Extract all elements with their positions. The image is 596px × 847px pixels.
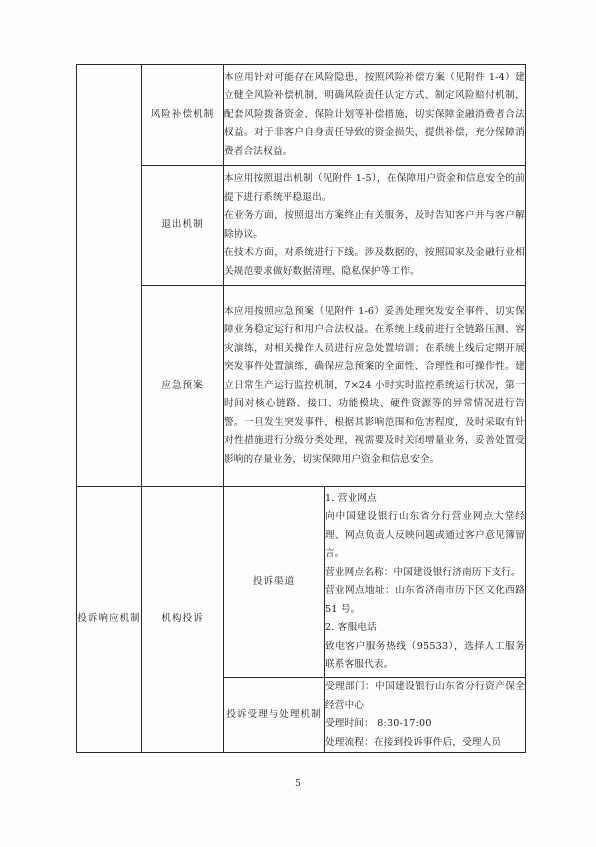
row-label-complaint-handling: 投诉受理与处理机制 <box>224 678 325 753</box>
paragraph: 1. 营业网点 <box>325 492 377 504</box>
complaint-handling-text <box>325 678 526 753</box>
table-row <box>77 286 526 487</box>
paragraph: 受理部门：中国建设银行山东省分行资产保全经营中心 <box>325 681 526 711</box>
row-label-risk-compensation: 风险补偿机制 <box>142 65 224 166</box>
paragraph: 向中国建设银行山东省分行营业网点大堂经理、网点负责人反映问题或通过客户意见簿留言。 <box>325 511 526 559</box>
row-label-institution-complaint: 机构投诉 <box>142 487 224 753</box>
paragraph: 在技术方面，对系统进行下线。涉及数据的，按照国家及金融行业相关规范要求做好数据清理、隐私保护等工作。 <box>224 247 526 277</box>
table-row <box>77 487 526 678</box>
info-table <box>76 64 526 753</box>
row-label-complaint-channels: 投诉渠道 <box>224 487 325 678</box>
paragraph: 受理时间： 8:30-17:00 <box>325 718 432 729</box>
paragraph: 本应用按照退出机制（见附件 1-5），在保障用户资金和信息安全的前提下进行系统平稳退出。 <box>224 173 526 203</box>
paragraph: 营业网点名称：中国建设银行济南历下支行。 <box>325 566 521 578</box>
empty-category-cell <box>77 65 142 487</box>
paragraph: 处理流程：在接到投诉事件后，受理人员 <box>325 736 502 748</box>
risk-compensation-text <box>224 65 526 166</box>
paragraph: 2. 客服电话 <box>325 622 377 633</box>
page-number: 5 <box>295 779 301 789</box>
paragraph: 在业务方面，按照退出方案终止有关服务，及时告知客户并与客户解除协议。 <box>224 210 526 240</box>
exit-mechanism-text <box>224 166 526 286</box>
row-label-exit: 退出机制 <box>142 166 224 286</box>
emergency-plan-text <box>224 286 526 487</box>
complaint-channels-text <box>325 487 526 678</box>
row-label-emergency: 应急预案 <box>142 286 224 487</box>
paragraph: 本应用按照应急预案（见附件 1-6）妥善处理突发安全事件、切实保障业务稳定运行和用户合法权益。在系统上线前进行全链路压测、容灾演练，对相关操作人员进行应急处置培训；在系统上线后定期开展突发事件处置演练，确保应急预案的全面性、合理性和可操作性。建立日常生产运行监控机制，7×24 小时实时监控系统运行状况，第一时间对核心链路、接口、功能模块、硬件资源等的异常情况进行告警。一旦发生突发事件，根据其影响范围和危害程度，及时采取有针对性措施进行分级分类处理，视需要及时关闭增量业务，妥善处置受影响的存量业务，切实保障用户资金和信息安全。 <box>224 305 526 465</box>
paragraph: 营业网点地址：山东省济南市历下区文化西路 51 号。 <box>325 585 526 615</box>
table-row <box>77 166 526 286</box>
row-label-complaint-response: 投诉响应机制 <box>77 487 142 753</box>
table-row <box>77 65 526 166</box>
paragraph: 致电客户服务热线（95533），选择人工服务联系客服代表。 <box>325 640 526 670</box>
paragraph: 本应用针对可能存在风险隐患，按照风险补偿方案（见附件 1-4）建立健全风险补偿机制，明确风险责任认定方式、制定风险赔付机制，配套风险拨备资金、保险计划等补偿措施，切实保障金融消费者合法权益。对于非客户自身责任导致的资金损失，提供补偿，充分保障消费者合法权益。 <box>224 71 526 157</box>
